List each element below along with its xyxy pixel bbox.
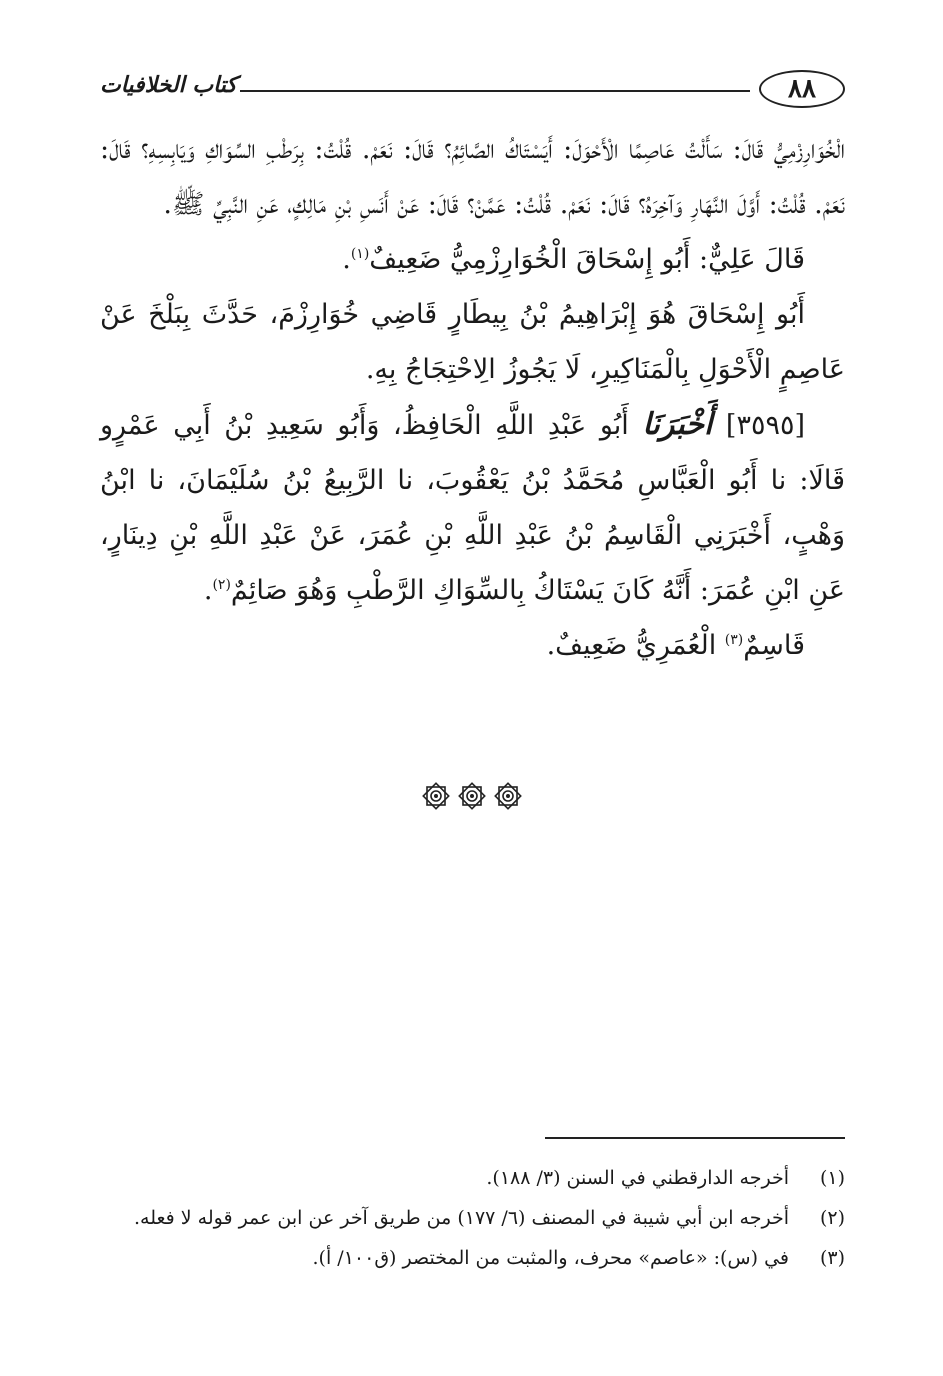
footnote-text: أخرجه ابن أبي شيبة في المصنف (٦/ ١٧٧) من طريق آخر عن ابن عمر قوله لا فعله. — [133, 1207, 789, 1229]
paragraph-1-text: الْخُوَارِزْمِيُّ قَالَ: سَأَلْتُ عَاصِمًا الْأَحْوَلَ: أَيَسْتَاكُ الصَّائِمُ؟ قَالَ: نَعَمْ. قُلْتُ: بِرَطْبِ السِّوَاكِ وَيَابِسِهِ؟ قَالَ: نَعَمْ. قُلْتُ: أَوَّلَ النَّهَارِ وَآخِرَهُ؟ قَالَ: نَعَمْ. قُلْتُ: عَمَّنْ؟ قَالَ: عَنْ أَنَسِ بْنِ مَالِكٍ، عَنِ النَّبِيِّ ﷺ. — [100, 134, 845, 220]
footnote-ref-3: (٣) — [724, 632, 744, 648]
paragraph-5 — [100, 618, 845, 673]
paragraph-4 — [100, 397, 845, 618]
footnote-1 — [100, 1158, 845, 1198]
paragraph-3 — [100, 287, 845, 397]
rosette-ornament-icon — [494, 782, 522, 810]
footnote-3 — [100, 1238, 845, 1278]
footnote-text: أخرجه الدارقطني في السنن (٣/ ١٨٨). — [486, 1167, 789, 1189]
footnote-ref-2: (٢) — [212, 577, 231, 593]
footnote-marker: (٣) — [819, 1247, 845, 1269]
footnote-marker: (١) — [819, 1167, 845, 1189]
page-header — [100, 66, 845, 116]
paragraph-5-start: قَاسِمٌ — [743, 630, 805, 661]
paragraph-2 — [100, 232, 845, 287]
paragraph-3-text: أَبُو إِسْحَاقَ هُوَ إِبْرَاهِيمُ بْنُ بِيطَارٍ قَاضِي خُوَارِزْمَ، حَدَّثَ بِبَلْخَ عَنْ عَاصِمٍ الْأَحْوَلِ بِالْمَنَاكِيرِ، لَا يَجُوزُ الِاحْتِجَاجُ بِهِ. — [100, 299, 845, 385]
paragraph-5-text: الْعُمَرِيُّ ضَعِيفٌ. — [546, 630, 725, 661]
hadith-number: [٣٥٩٥] — [725, 410, 806, 441]
footnote-ref-1: (١) — [350, 246, 370, 262]
footnote-text: في (س): «عاصم» محرف، والمثبت من المختصر (ق١٠٠/ أ). — [312, 1247, 789, 1269]
paragraph-1 — [100, 122, 845, 232]
footnote-marker: (٢) — [819, 1207, 845, 1229]
rosette-ornament-icon — [458, 782, 486, 810]
akhbarana-word: أَخْبَرَنَا — [642, 407, 713, 442]
header-rule — [240, 90, 750, 92]
rosette-ornament-icon — [422, 782, 450, 810]
footnotes — [100, 1158, 845, 1278]
paragraph-2-end: . — [342, 244, 351, 275]
footnote-2 — [100, 1198, 845, 1238]
paragraph-2-text: قَالَ عَلِيٌّ: أَبُو إِسْحَاقَ الْخُوَارِزْمِيُّ ضَعِيفٌ — [369, 244, 805, 275]
page-number: ٨٨ — [759, 70, 845, 108]
book-title: كتاب الخلافيات — [100, 72, 237, 98]
paragraph-4-end: . — [203, 575, 213, 606]
section-ornaments — [0, 782, 943, 810]
main-text — [100, 122, 845, 673]
footnote-separator — [545, 1137, 845, 1139]
paragraph-4-text: أَبُو عَبْدِ اللَّهِ الْحَافِظُ، وَأَبُو سَعِيدِ بْنُ أَبِي عَمْرٍو قَالَا: نا أَبُو الْعَبَّاسِ مُحَمَّدُ بْنُ يَعْقُوبَ، نا الرَّبِيعُ بْنُ سُلَيْمَانَ، نا ابْنُ وَهْبٍ، أَخْبَرَنِي الْقَاسِمُ بْنُ عَبْدِ اللَّهِ بْنِ عُمَرَ، عَنْ عَبْدِ اللَّهِ بْنِ دِينَارٍ، عَنِ ابْنِ عُمَرَ: أَنَّهُ كَانَ يَسْتَاكُ بِالسِّوَاكِ الرَّطْبِ وَهُوَ صَائِمٌ — [100, 410, 845, 606]
